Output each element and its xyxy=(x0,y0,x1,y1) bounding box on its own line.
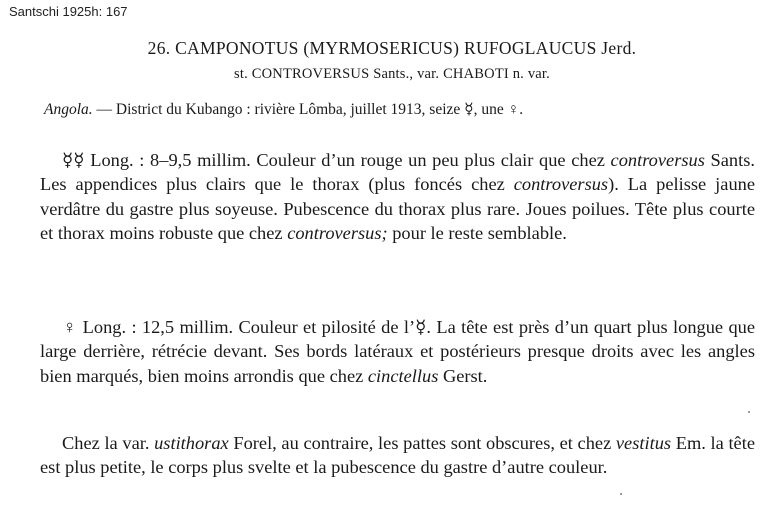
scan-speck xyxy=(748,411,750,413)
worker-text-3: ). La pelisse jaune verdâtre du gastre plus soyeuse. Pubescence du thorax plus rare. Joues poilues. Tête plus courte et thorax moins robuste que chez xyxy=(40,174,755,244)
worker-text-1: ☿☿ Long. : 8–9,5 millim. Couleur d’un rouge un peu plus clair que chez xyxy=(62,150,611,170)
subspecies-author: Sants., var. xyxy=(373,66,440,82)
variety-suffix: n. var. xyxy=(512,66,550,82)
species-heading xyxy=(0,38,784,59)
comparison-paragraph xyxy=(40,431,755,480)
locality-line xyxy=(44,100,764,119)
taxon-italic: controversus xyxy=(610,150,705,170)
subspecies-prefix: st. xyxy=(234,66,248,82)
scan-speck xyxy=(620,493,622,495)
taxon-italic: controversus xyxy=(513,174,609,195)
taxon-italic: cinctellus xyxy=(367,365,439,386)
comparison-text-1: Chez la var. xyxy=(62,433,155,453)
species-name: RUFOGLAUCUS xyxy=(463,38,597,58)
worker-text-4: pour le reste semblable. xyxy=(387,223,567,244)
locality-country: Angola. xyxy=(44,101,93,118)
comparison-text-3: Em. la tête est plus petite, le corps plus svelte et la pubescence du gastre d’autre couleur. xyxy=(40,433,755,478)
taxon-italic: controversus; xyxy=(287,223,388,244)
locality-text: — District du Kubango : rivière Lômba, juillet 1913, seize ☿, une ♀. xyxy=(92,101,524,118)
worker-text-2: Sants. Les appendices plus clairs que le thorax (plus foncés chez xyxy=(40,150,755,195)
species-number: 26. xyxy=(147,38,171,58)
female-text-2: Gerst. xyxy=(438,365,488,386)
genus-name: CAMPONOTUS xyxy=(175,38,299,58)
variety-name: CHABOTI xyxy=(443,66,509,82)
taxon-italic: ustithorax xyxy=(154,433,229,453)
subspecies-heading xyxy=(0,66,784,83)
subspecies-name: CONTROVERSUS xyxy=(251,66,370,82)
worker-description xyxy=(40,148,755,246)
female-description xyxy=(40,315,755,388)
subgenus-name: (MYRMOSERICUS) xyxy=(303,38,460,58)
comparison-text-2: Forel, au contraire, les pattes sont obscures, et chez xyxy=(228,433,616,453)
taxon-italic: vestitus xyxy=(615,433,672,453)
species-author: Jerd. xyxy=(601,38,637,58)
female-text-1: ♀ Long. : 12,5 millim. Couleur et pilosité de l’☿. La tête est près d’un quart plus longue que large derrière, rétrécie devant. Ses bords latéraux et postérieurs presque droits avec les angles bien marqués, bien moins arrondis que chez xyxy=(40,317,755,386)
citation-label: Santschi 1925h: 167 xyxy=(9,4,128,19)
